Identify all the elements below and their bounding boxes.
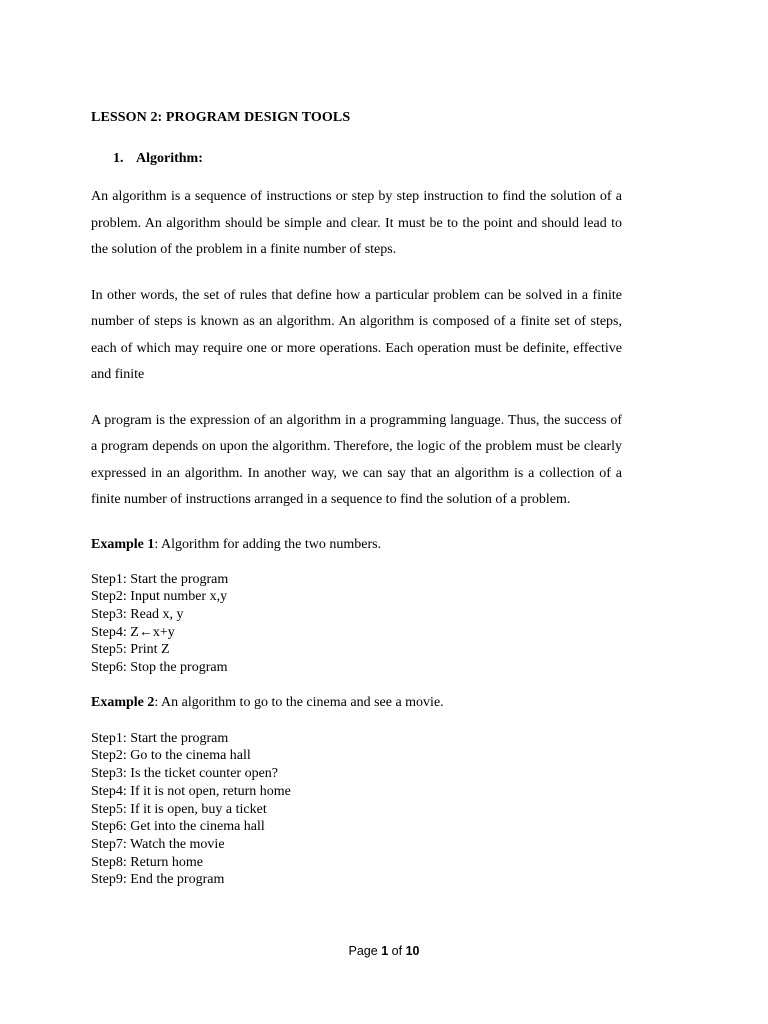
total-pages-number: 10 — [405, 944, 420, 958]
page-footer — [0, 941, 768, 961]
step-item: Step6: Get into the cinema hall — [91, 819, 265, 835]
example-2-heading — [91, 693, 622, 713]
step-item: Step3: Read x, y — [91, 606, 184, 622]
step-item: Step2: Input number x,y — [91, 589, 228, 605]
step-item: Step4: Z←x+y — [91, 624, 175, 640]
example-2-steps — [91, 730, 622, 889]
step-item: Step2: Go to the cinema hall — [91, 748, 251, 764]
example-1-steps — [91, 571, 622, 677]
paragraph-other-words: In other words, the set of rules that define how a particular problem can be solved in a finite number of steps is known as an algorithm. An algorithm is composed of a finite set of steps, each of which may require one or more operations. Each operation must be definite, effective and finite — [91, 287, 622, 382]
example-1-description: : Algorithm for adding the two numbers. — [154, 536, 382, 552]
step-item: Step5: Print Z — [91, 642, 170, 658]
example-1-label: Example 1 — [91, 536, 155, 552]
step-item: Step9: End the program — [91, 872, 225, 888]
step-item: Step1: Start the program — [91, 730, 229, 746]
page-word: Page — [348, 944, 378, 958]
of-word: of — [391, 944, 403, 958]
step-item: Step8: Return home — [91, 854, 203, 870]
step-item: Step3: Is the ticket counter open? — [91, 766, 278, 782]
paragraph-program: A program is the expression of an algorithm in a programming language. Thus, the success of a program depends on upon the algorithm. Therefore, the logic of the problem must be clearly expressed in an algorithm. In another way, we can say that an algorithm is a collection of a finite number of instructions arranged in a sequence to find the solution of a problem. — [91, 412, 622, 507]
example-2-label: Example 2 — [91, 694, 155, 710]
example-2-description: : An algorithm to go to the cinema and see a movie. — [154, 694, 444, 710]
step-item: Step6: Stop the program — [91, 660, 228, 676]
step-item: Step4: If it is not open, return home — [91, 783, 291, 799]
section-heading — [113, 149, 622, 169]
section-title: Algorithm: — [136, 151, 203, 166]
section-number: 1. — [113, 151, 124, 166]
paragraph-definition: An algorithm is a sequence of instructions or step by step instruction to find the solution of a problem. An algorithm should be simple and clear. It must be to the point and should lead to the solution of the problem in a finite number of steps. — [91, 189, 622, 257]
page-content — [91, 108, 622, 889]
current-page-number: 1 — [381, 944, 389, 958]
step-item: Step5: If it is open, buy a ticket — [91, 801, 267, 817]
step-item: Step7: Watch the movie — [91, 836, 225, 852]
step-item: Step1: Start the program — [91, 571, 229, 587]
lesson-title: LESSON 2: PROGRAM DESIGN TOOLS — [91, 110, 351, 125]
example-1-heading — [91, 535, 622, 555]
